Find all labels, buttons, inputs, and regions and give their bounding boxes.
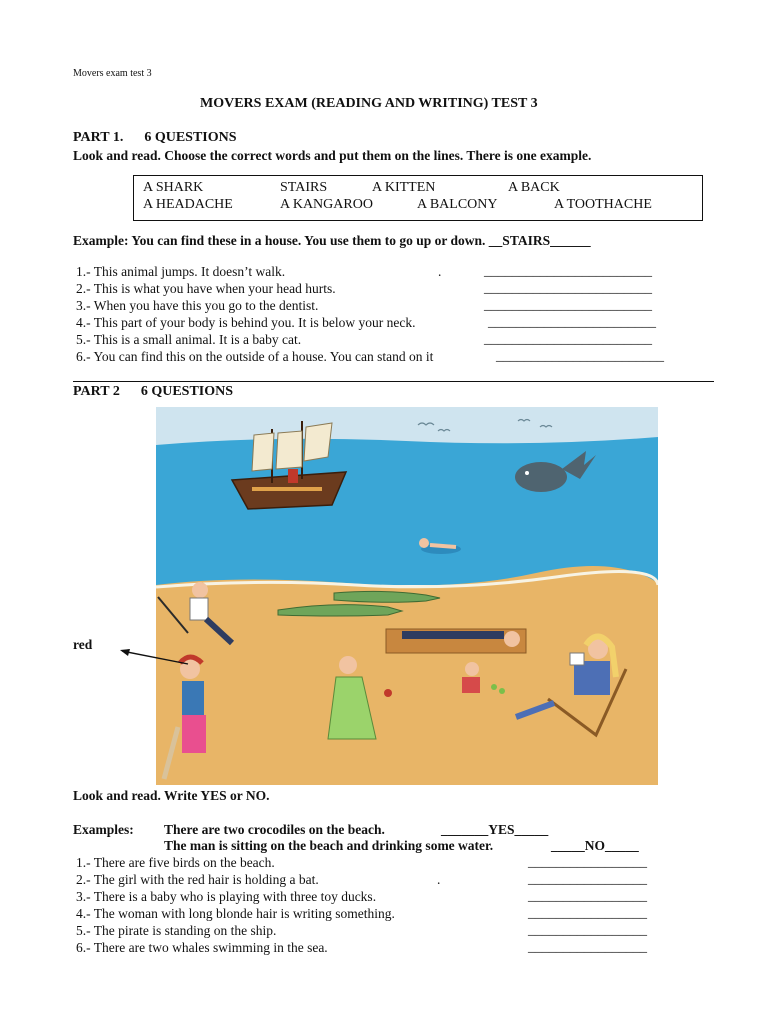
yesno-question-6-text: 6.- There are two whales swimming in the sea.	[76, 940, 328, 955]
yesno-question-2-dot: .	[437, 872, 441, 887]
word-bank-item: STAIRS	[280, 180, 328, 195]
word-bank-item: A KITTEN	[372, 180, 436, 195]
sleeping-man-icon	[386, 629, 526, 653]
yesno-question-4-answer-blank[interactable]: _________________	[528, 906, 647, 921]
yesno-question-3-text: 3.- There is a baby who is playing with three toy ducks.	[76, 889, 377, 904]
word-bank-box	[133, 175, 703, 221]
page-title: MOVERS EXAM (READING AND WRITING) TEST 3	[200, 96, 538, 111]
word-bank-item: A BALCONY	[417, 197, 498, 212]
yesno-question-6-answer-blank[interactable]: _________________	[528, 940, 647, 955]
yesno-question-1-text: 1.- There are five birds on the beach.	[76, 855, 275, 870]
word-bank-item: A TOOTHACHE	[554, 197, 652, 212]
yesno-question-4-text: 4.- The woman with long blonde hair is writing something.	[76, 906, 395, 921]
question-5-answer-blank[interactable]: ________________________	[484, 332, 652, 347]
question-3-answer-blank[interactable]: ________________________	[484, 298, 652, 313]
running-title: Movers exam test 3	[73, 68, 152, 79]
question-2-answer-blank[interactable]: ________________________	[484, 281, 652, 296]
question-3-text: 3.- When you have this you go to the dentist.	[76, 298, 319, 313]
part2-instruction: Look and read. Write YES or NO.	[73, 788, 270, 803]
part1-example: Example: You can find these in a house. You use them to go up or down. __STAIRS______	[73, 233, 591, 248]
question-4-answer-blank[interactable]: ________________________	[488, 315, 656, 330]
yesno-question-2-text: 2.- The girl with the red hair is holding a bat.	[76, 872, 319, 887]
yesno-question-3-answer-blank[interactable]: _________________	[528, 889, 647, 904]
beach-scene-illustration	[156, 407, 658, 785]
part1-instruction: Look and read. Choose the correct words and put them on the lines. There is one example.	[73, 148, 592, 163]
question-6-text: 6.- You can find this on the outside of a house. You can stand on it	[76, 349, 434, 364]
part1-title: PART 1. 6 QUESTIONS	[73, 130, 237, 145]
examples-label: Examples:	[73, 822, 134, 837]
section-divider	[73, 381, 714, 382]
yesno-question-5-text: 5.- The pirate is standing on the ship.	[76, 923, 277, 938]
question-4-text: 4.- This part of your body is behind you. It is below your neck.	[76, 315, 416, 330]
question-1-text: 1.- This animal jumps. It doesn’t walk.	[76, 264, 286, 279]
word-bank-item: A SHARK	[143, 180, 204, 195]
example-2-answer: _____NO_____	[551, 838, 639, 853]
arrow-icon	[110, 640, 190, 670]
word-bank-item: A HEADACHE	[143, 197, 233, 212]
word-bank-item: A KANGAROO	[280, 197, 373, 212]
word-bank-item: A BACK	[508, 180, 560, 195]
question-6-answer-blank[interactable]: ________________________	[496, 349, 664, 364]
question-5-text: 5.- This is a small animal. It is a baby cat.	[76, 332, 302, 347]
yesno-question-5-answer-blank[interactable]: _________________	[528, 923, 647, 938]
example-1-text: There are two crocodiles on the beach.	[164, 822, 385, 837]
question-2-text: 2.- This is what you have when your head hurts.	[76, 281, 336, 296]
example-2-text: The man is sitting on the beach and drinking some water.	[164, 838, 494, 853]
example-1-answer: _______YES_____	[441, 822, 549, 837]
part2-title: PART 2 6 QUESTIONS	[73, 384, 234, 399]
red-label: red	[73, 637, 93, 652]
question-1-answer-blank[interactable]: ________________________	[484, 264, 652, 279]
yesno-question-1-answer-blank[interactable]: _________________	[528, 855, 647, 870]
question-1-dot: .	[438, 264, 442, 279]
yesno-question-2-answer-blank[interactable]: _________________	[528, 872, 647, 887]
